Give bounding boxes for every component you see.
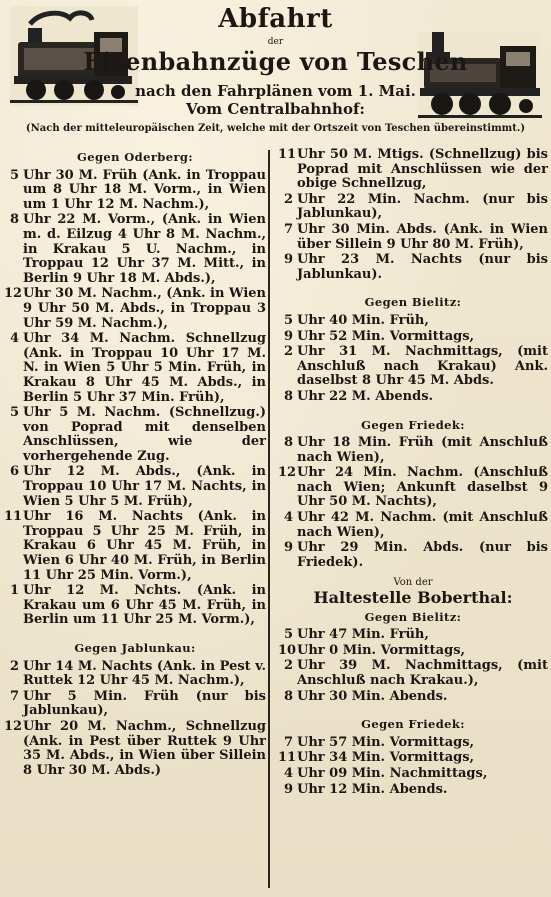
- timetable-entry: [4, 584, 266, 628]
- entry-text: Uhr 12 M. Nchts. (Ank. in Krakau um 6 Uhr 45 M. Früh, in Berlin um 11 Uhr 25 M. Vorm.),: [23, 583, 266, 628]
- entry-text: Uhr 30 M. Früh (Ank. in Troppau um 8 Uhr 18 M. Vorm., in Wien um 1 Uhr 12 M. Nachm.),: [23, 167, 266, 212]
- timetable-entry: [278, 330, 548, 345]
- entry-hour: 10: [278, 642, 297, 658]
- section-gap: [278, 406, 548, 416]
- timetable-entry: [278, 690, 548, 705]
- page-subtitle: Eisenbahnzüge von Teschen: [83, 47, 468, 76]
- entry-text: Uhr 47 Min. Früh,: [297, 627, 429, 643]
- friedek-boberthal-list: [278, 736, 548, 797]
- timetable-entry: [4, 213, 266, 286]
- jablunkau-list: [4, 660, 266, 779]
- entry-hour: 2: [283, 191, 293, 207]
- timetable-header: [0, 0, 551, 150]
- bielitz-list: [278, 314, 548, 405]
- entry-hour: 8: [283, 435, 293, 451]
- entry-hour: 9: [283, 540, 293, 556]
- timetable-entry: [278, 659, 548, 688]
- timetable-entry: [278, 767, 548, 782]
- entry-text: Uhr 30 M. Nachm., (Ank. in Wien 9 Uhr 50 M. Abds., in Troppau 3 Uhr 59 M. Nachm.),: [23, 286, 266, 331]
- entry-hour: 4: [283, 765, 293, 781]
- entry-hour: 8: [283, 388, 293, 404]
- timetable-date-line: nach den Fahrplänen vom 1. Mai.: [135, 82, 416, 100]
- timetable-entry: [278, 628, 548, 643]
- entry-text: Uhr 31 M. Nachmittags, (mit Anschluß nach Krakau) Ank. daselbst 8 Uhr 45 M. Abds.: [297, 344, 548, 389]
- timetable-entry: [278, 644, 548, 659]
- section-heading-oderberg: Gegen Oderberg:: [77, 150, 193, 164]
- timetable-entry: [278, 148, 548, 192]
- section-heading-bielitz-boberthal: Gegen Bielitz:: [364, 609, 462, 624]
- entry-text: Uhr 57 Min. Vormittags,: [297, 734, 475, 750]
- timetable-entry: [4, 510, 266, 583]
- entry-hour: 7: [283, 734, 293, 750]
- timetable-entry: [278, 314, 548, 329]
- entry-text: Uhr 40 Min. Früh,: [297, 312, 429, 328]
- entry-text: Uhr 29 Min. Abds. (nur bis Friedek).: [297, 540, 548, 570]
- entry-text: Uhr 5 M. Nachm. (Schnellzug.) von Poprad mit denselben Anschlüssen, wie der vorhergehende Zug.: [23, 405, 266, 464]
- entry-text: Uhr 52 Min. Vormittags,: [297, 328, 475, 344]
- entry-hour: 4: [9, 331, 19, 347]
- station-heading-boberthal: Haltestelle Boberthal:: [313, 588, 513, 608]
- section-heading-jablunkau: Gegen Jablunkau:: [74, 641, 196, 655]
- entry-text: Uhr 39 M. Nachmittags, (mit Anschluß nach Krakau.),: [297, 658, 548, 688]
- entry-hour: 9: [283, 781, 293, 797]
- section-heading-bielitz: Gegen Bielitz:: [364, 295, 462, 310]
- column-divider: [268, 150, 270, 888]
- entry-hour: 11: [4, 509, 23, 525]
- entry-text: Uhr 50 M. Mtigs. (Schnellzug) bis Poprad mit Anschlüssen wie der obige Schnellzug,: [297, 147, 548, 192]
- jablunkau-continued-list: [278, 148, 548, 282]
- entry-text: Uhr 30 Min. Abds. (Ank. in Wien über Sillein 9 Uhr 80 M. Früh),: [297, 221, 548, 252]
- entry-text: Uhr 34 Min. Vormittags,: [297, 750, 475, 766]
- entry-hour: 8: [9, 212, 19, 228]
- entry-text: Uhr 20 M. Nachm., Schnellzug (Ank. in Pest über Ruttek 9 Uhr 35 M. Abds., in Wien über Sillein 8 Uhr 30 M. Abds.): [23, 718, 266, 778]
- left-column: [4, 148, 266, 779]
- timetable-entry: [278, 436, 548, 465]
- entry-hour: 12: [278, 465, 297, 481]
- section-heading-friedek: Gegen Friedek:: [361, 417, 465, 432]
- timetable-entry: [278, 345, 548, 389]
- bielitz-boberthal-list: [278, 628, 548, 704]
- entry-text: Uhr 0 Min. Vormittags,: [297, 642, 466, 658]
- right-column: [278, 148, 548, 798]
- entry-hour: 6: [9, 464, 19, 480]
- oderberg-list: [4, 169, 266, 628]
- timetable-entry: [4, 465, 266, 509]
- entry-text: Uhr 16 M. Nachts (Ank. in Troppau 5 Uhr 25 M. Früh, in Krakau 6 Uhr 45 M. Früh, in Wien 6 Uhr 40 M. Früh, in Berlin 11 Uhr 25 Min. Vorm.),: [23, 509, 266, 583]
- timetable-entry: [4, 690, 266, 719]
- station-line: Vom Centralbahnhof:: [186, 100, 365, 118]
- entry-hour: 7: [9, 688, 19, 704]
- entry-hour: 5: [283, 312, 293, 328]
- timetable-entry: [278, 751, 548, 766]
- entry-text: Uhr 23 M. Nachts (nur bis Jablunkau).: [297, 252, 548, 282]
- entry-hour: 9: [283, 252, 293, 268]
- entry-text: Uhr 42 M. Nachm. (mit Anschluß nach Wien),: [297, 510, 548, 540]
- timetable-entry: [278, 390, 548, 405]
- entry-text: Uhr 24 Min. Nachm. (Anschluß nach Wien; Ankunft daselbst 9 Uhr 50 M. Nachts),: [297, 465, 548, 510]
- timetable-entry: [278, 223, 548, 252]
- station-intro: Von der: [393, 577, 433, 589]
- entry-hour: 12: [4, 718, 23, 734]
- entry-hour: 9: [283, 328, 293, 344]
- entry-text: Uhr 12 M. Abds., (Ank. in Troppau 10 Uhr 17 M. Nachts, in Wien 5 Uhr 5 M. Früh),: [23, 464, 266, 509]
- entry-hour: 2: [283, 344, 293, 360]
- timetable-entry: [278, 253, 548, 282]
- entry-hour: 11: [278, 750, 297, 766]
- entry-text: Uhr 14 M. Nachts (Ank. in Pest v. Ruttek 12 Uhr 45 M. Nachm.),: [23, 658, 266, 689]
- section-heading-friedek-boberthal: Gegen Friedek:: [361, 717, 465, 732]
- timetable-entry: [278, 783, 548, 798]
- entry-hour: 2: [283, 658, 293, 674]
- entry-hour: 4: [283, 510, 293, 526]
- page-title: Abfahrt: [218, 4, 333, 34]
- timetable-entry: [278, 466, 548, 510]
- entry-text: Uhr 18 Min. Früh (mit Anschluß nach Wien),: [297, 435, 548, 465]
- time-zone-note: (Nach der mitteleuropäischen Zeit, welche mit der Ortszeit von Teschen übereinstimmt.): [25, 123, 526, 134]
- entry-text: Uhr 22 M. Abends.: [297, 388, 434, 404]
- entry-text: Uhr 30 Min. Abends.: [297, 688, 448, 704]
- timetable-entry: [4, 660, 266, 689]
- entry-hour: 2: [9, 658, 19, 674]
- entry-text: Uhr 34 M. Nachm. Schnellzug (Ank. in Troppau 10 Uhr 17 M. N. in Wien 5 Uhr 5 Min. Früh, in Krakau 8 Uhr 45 M. Abds., in Berlin 5 Uhr 37 Min. Früh),: [23, 331, 266, 405]
- entry-text: Uhr 09 Min. Nachmittags,: [297, 765, 488, 781]
- section-gap: [278, 705, 548, 715]
- entry-hour: 8: [283, 688, 293, 704]
- timetable-entry: [4, 332, 266, 405]
- timetable-entry: [4, 406, 266, 464]
- section-gap: [4, 629, 266, 639]
- entry-hour: 5: [283, 627, 293, 643]
- section-gap: [278, 283, 548, 293]
- entry-hour: 12: [4, 286, 23, 302]
- timetable-entry: [4, 720, 266, 778]
- timetable-entry: [278, 736, 548, 751]
- entry-hour: 11: [278, 147, 297, 162]
- timetable-entry: [278, 541, 548, 570]
- friedek-list: [278, 436, 548, 570]
- entry-text: Uhr 12 Min. Abends.: [297, 781, 448, 797]
- entry-hour: 1: [9, 583, 19, 599]
- entry-hour: 5: [9, 167, 19, 183]
- timetable-entry: [278, 511, 548, 540]
- timetable-entry: [278, 193, 548, 222]
- entry-text: Uhr 5 Min. Früh (nur bis Jablunkau),: [23, 688, 266, 719]
- timetable-entry: [4, 287, 266, 331]
- entry-hour: 5: [9, 405, 19, 421]
- entry-hour: 7: [283, 221, 293, 237]
- timetable-entry: [4, 169, 266, 213]
- entry-text: Uhr 22 M. Vorm., (Ank. in Wien m. d. Eilzug 4 Uhr 8 M. Nachm., in Krakau 5 U. Nachm., in Troppau 12 Uhr 37 M. Mitt., in Berlin 9 Uhr 18 M. Abds.),: [23, 212, 266, 286]
- entry-text: Uhr 22 Min. Nachm. (nur bis Jablunkau),: [297, 191, 548, 222]
- title-article: der: [267, 37, 284, 47]
